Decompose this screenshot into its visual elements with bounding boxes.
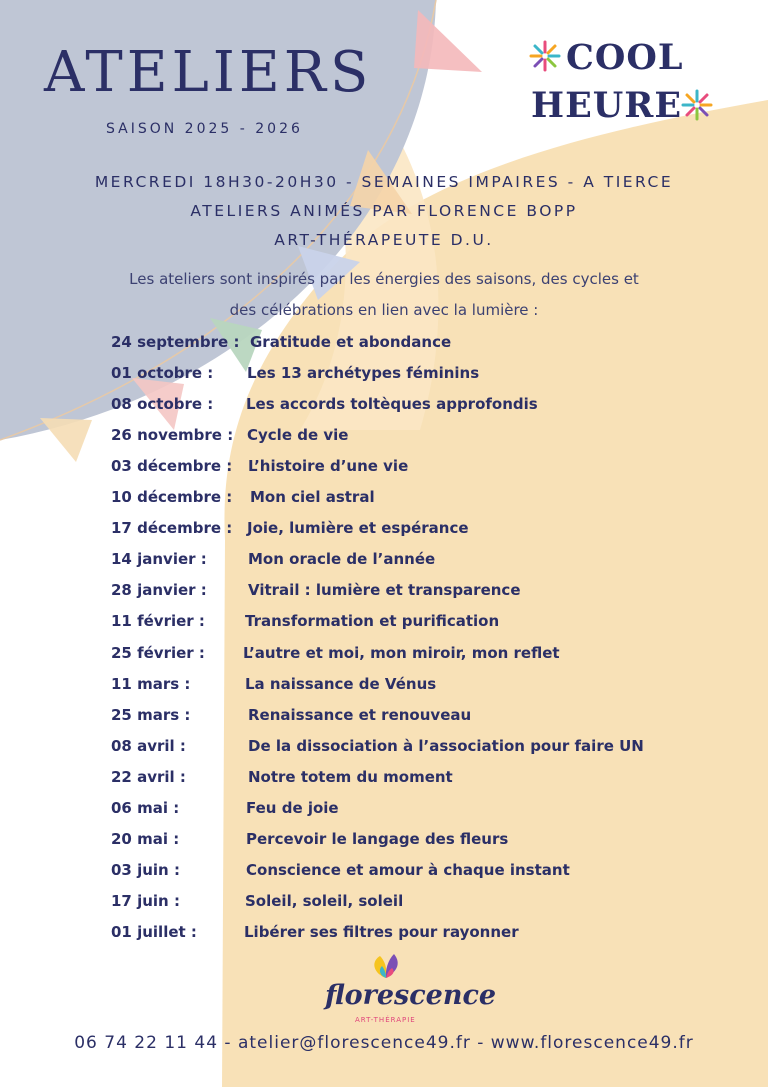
logo-cool: COOL — [566, 37, 684, 78]
session-topic: Notre totem du moment — [248, 767, 453, 786]
session-topic: Conscience et amour à chaque instant — [246, 860, 570, 879]
schedule-line: MERCREDI 18H30-20H30 - SEMAINES IMPAIRES - A TIERCE — [94, 173, 674, 191]
session-topic: Transformation et purification — [245, 612, 500, 631]
logo-heure: HEURE — [531, 85, 683, 126]
flag-pink — [414, 10, 482, 72]
session-topic: Renaissance et renouveau — [248, 705, 472, 724]
session-date: 17 juin : — [111, 891, 180, 910]
session-topic: L’histoire d’une vie — [248, 457, 409, 476]
session-topic: Libérer ses filtres pour rayonner — [244, 922, 519, 941]
session-date: 11 février : — [111, 612, 205, 631]
brand-subtitle: ART-THÉRAPIE — [355, 1016, 416, 1024]
session-date: 22 avril : — [111, 767, 186, 786]
session-date: 20 mai : — [111, 829, 180, 848]
session-date: 28 janvier : — [111, 581, 207, 600]
session-date: 11 mars : — [111, 674, 191, 693]
session-topic: Gratitude et abondance — [250, 333, 452, 351]
profession-line: ART-THÉRAPEUTE D.U. — [274, 231, 494, 249]
session-date: 10 décembre : — [111, 488, 233, 507]
session-topic: Mon ciel astral — [250, 488, 375, 507]
session-date: 17 décembre : — [111, 519, 233, 538]
session-date: 01 juillet : — [111, 922, 197, 941]
session-topic: De la dissociation à l’association pour faire UN — [248, 736, 644, 755]
session-topic: L’autre et moi, mon miroir, mon reflet — [243, 643, 560, 662]
intro-line-1: Les ateliers sont inspirés par les énergies des saisons, des cycles et — [129, 270, 639, 288]
firework-icon — [529, 40, 561, 72]
session-date: 06 mai : — [111, 798, 180, 817]
animator-line: ATELIERS ANIMÉS PAR FLORENCE BOPP — [190, 202, 578, 220]
page-title: ATELIERS — [44, 40, 373, 105]
session-date: 03 juin : — [111, 860, 180, 879]
session-date: 03 décembre : — [111, 457, 233, 476]
season-label: SAISON 2025 - 2026 — [106, 121, 303, 137]
session-topic: Mon oracle de l’année — [248, 550, 436, 569]
contact-line: 06 74 22 11 44 - atelier@florescence49.fr - www.florescence49.fr — [74, 1033, 694, 1053]
intro-line-2: des célébrations en lien avec la lumière : — [229, 301, 539, 319]
session-topic: Les accords toltèques approfondis — [246, 395, 538, 414]
session-date: 24 septembre : — [111, 333, 240, 351]
session-date: 25 mars : — [111, 705, 191, 724]
session-date: 26 novembre : — [111, 426, 234, 445]
session-topic: Joie, lumière et espérance — [247, 519, 469, 538]
session-topic: Vitrail : lumière et transparence — [248, 581, 521, 600]
session-topic: Soleil, soleil, soleil — [245, 891, 404, 910]
session-date: 01 octobre : — [111, 364, 214, 383]
session-date: 08 octobre : — [111, 395, 214, 414]
session-topic: Percevoir le langage des fleurs — [246, 829, 509, 848]
session-topic: Les 13 archétypes féminins — [247, 364, 480, 383]
session-date: 08 avril : — [111, 736, 186, 755]
flag-peach-2 — [40, 418, 92, 462]
session-topic: Feu de joie — [246, 798, 339, 817]
brand-name: florescence — [325, 980, 497, 1011]
firework-icon — [681, 89, 713, 121]
session-topic: La naissance de Vénus — [245, 674, 437, 693]
session-date: 14 janvier : — [111, 550, 207, 569]
session-date: 25 février : — [111, 643, 205, 662]
session-topic: Cycle de vie — [247, 426, 349, 445]
